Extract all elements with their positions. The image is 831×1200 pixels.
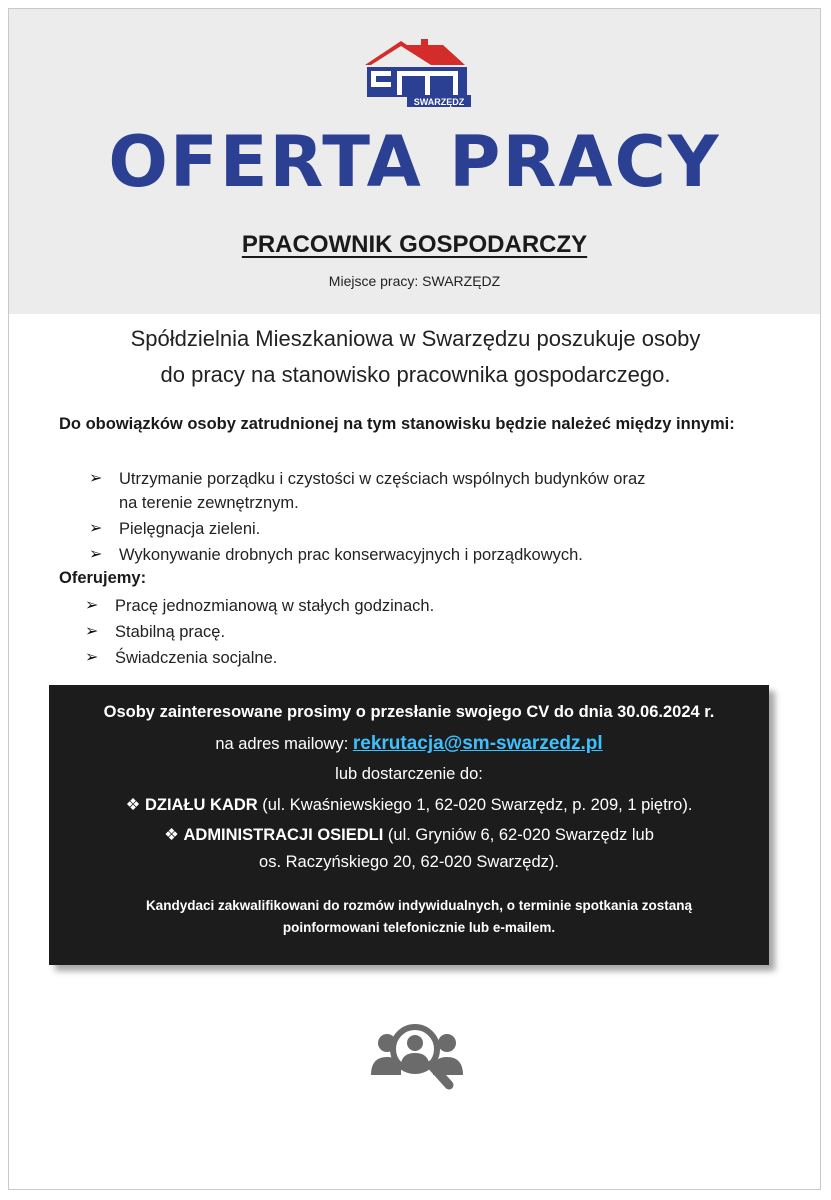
duty-1-line-2: na terenie zewnętrznym. (119, 494, 299, 512)
people-search-icon (369, 1019, 465, 1095)
list-item (89, 543, 729, 567)
arrow-bullet-icon: ➢ (89, 470, 103, 487)
contact-email-line (49, 733, 769, 755)
logo-text: SWARZĘDZ (413, 97, 465, 107)
job-offer-page (8, 8, 821, 1190)
duty-2: Pielęgnacja zieleni. (119, 520, 261, 538)
offer-list (85, 594, 725, 672)
offer-item-1: Pracę jednozmianową w stałych godzinach. (115, 597, 435, 615)
list-item (85, 620, 725, 644)
list-item (89, 467, 729, 515)
arrow-bullet-icon: ➢ (85, 649, 99, 666)
duty-1-line-1: Utrzymanie porządku i czystości w częściach wspólnych budynków oraz (119, 470, 646, 488)
intro-paragraph (49, 321, 782, 393)
admin-label: ADMINISTRACJI OSIEDLI (183, 826, 384, 844)
sm-swarzedz-logo (357, 35, 475, 107)
hr-address: (ul. Kwaśniewskiego 1, 62-020 Swarzędz, p. 209, 1 piętro). (257, 796, 693, 814)
main-title: OFERTA PRACY (108, 121, 721, 203)
arrow-bullet-icon: ➢ (89, 520, 103, 537)
candidates-note: Kandydaci zakwalifikowani do rozmów indywidualnych, o terminie spotkania zostaną poinformowani telefonicznie lub e-mailem. (145, 898, 693, 935)
list-item (89, 517, 729, 541)
workplace-label: Miejsce pracy: SWARZĘDZ (328, 273, 501, 289)
email-prefix: na adres mailowy: (215, 735, 353, 753)
delivery-label: lub dostarczenie do: (335, 765, 483, 783)
intro-line-1: Spółdzielnia Mieszkaniowa w Swarzędzu poszukuje osoby (130, 326, 701, 351)
duties-list (89, 467, 729, 569)
hr-address-line (49, 795, 769, 815)
arrow-bullet-icon: ➢ (85, 597, 99, 614)
offer-heading: Oferujemy: (59, 569, 147, 587)
contact-deadline: Osoby zainteresowane prosimy o przesłanie swojego CV do dnia 30.06.2024 r. (103, 703, 715, 721)
email-link[interactable]: rekrutacja@sm-swarzedz.pl (352, 733, 603, 754)
duties-heading: Do obowiązków osoby zatrudnionej na tym stanowisku będzie należeć między innymi: (59, 415, 735, 433)
offer-item-2: Stabilną pracę. (115, 623, 226, 641)
diamond-bullet-icon: ❖ (125, 796, 141, 814)
admin-address-1: (ul. Gryniów 6, 62-020 Swarzędz lub (383, 826, 654, 844)
intro-line-2: do pracy na stanowisko pracownika gospodarczego. (160, 362, 671, 387)
offer-item-3: Świadczenia socjalne. (115, 649, 278, 667)
list-item (85, 646, 725, 670)
arrow-bullet-icon: ➢ (85, 623, 99, 640)
admin-address-line (49, 825, 769, 845)
position-title-text: PRACOWNIK GOSPODARCZY (241, 231, 588, 258)
diamond-bullet-icon: ❖ (164, 826, 179, 844)
duty-3: Wykonywanie drobnych prac konserwacyjnych i porządkowych. (119, 546, 583, 564)
hr-label: DZIAŁU KADR (144, 796, 258, 814)
admin-address-line-2: os. Raczyńskiego 20, 62-020 Swarzędz). (259, 853, 559, 871)
contact-box (49, 685, 769, 965)
arrow-bullet-icon: ➢ (89, 546, 103, 563)
position-title (9, 231, 820, 259)
list-item (85, 594, 725, 618)
